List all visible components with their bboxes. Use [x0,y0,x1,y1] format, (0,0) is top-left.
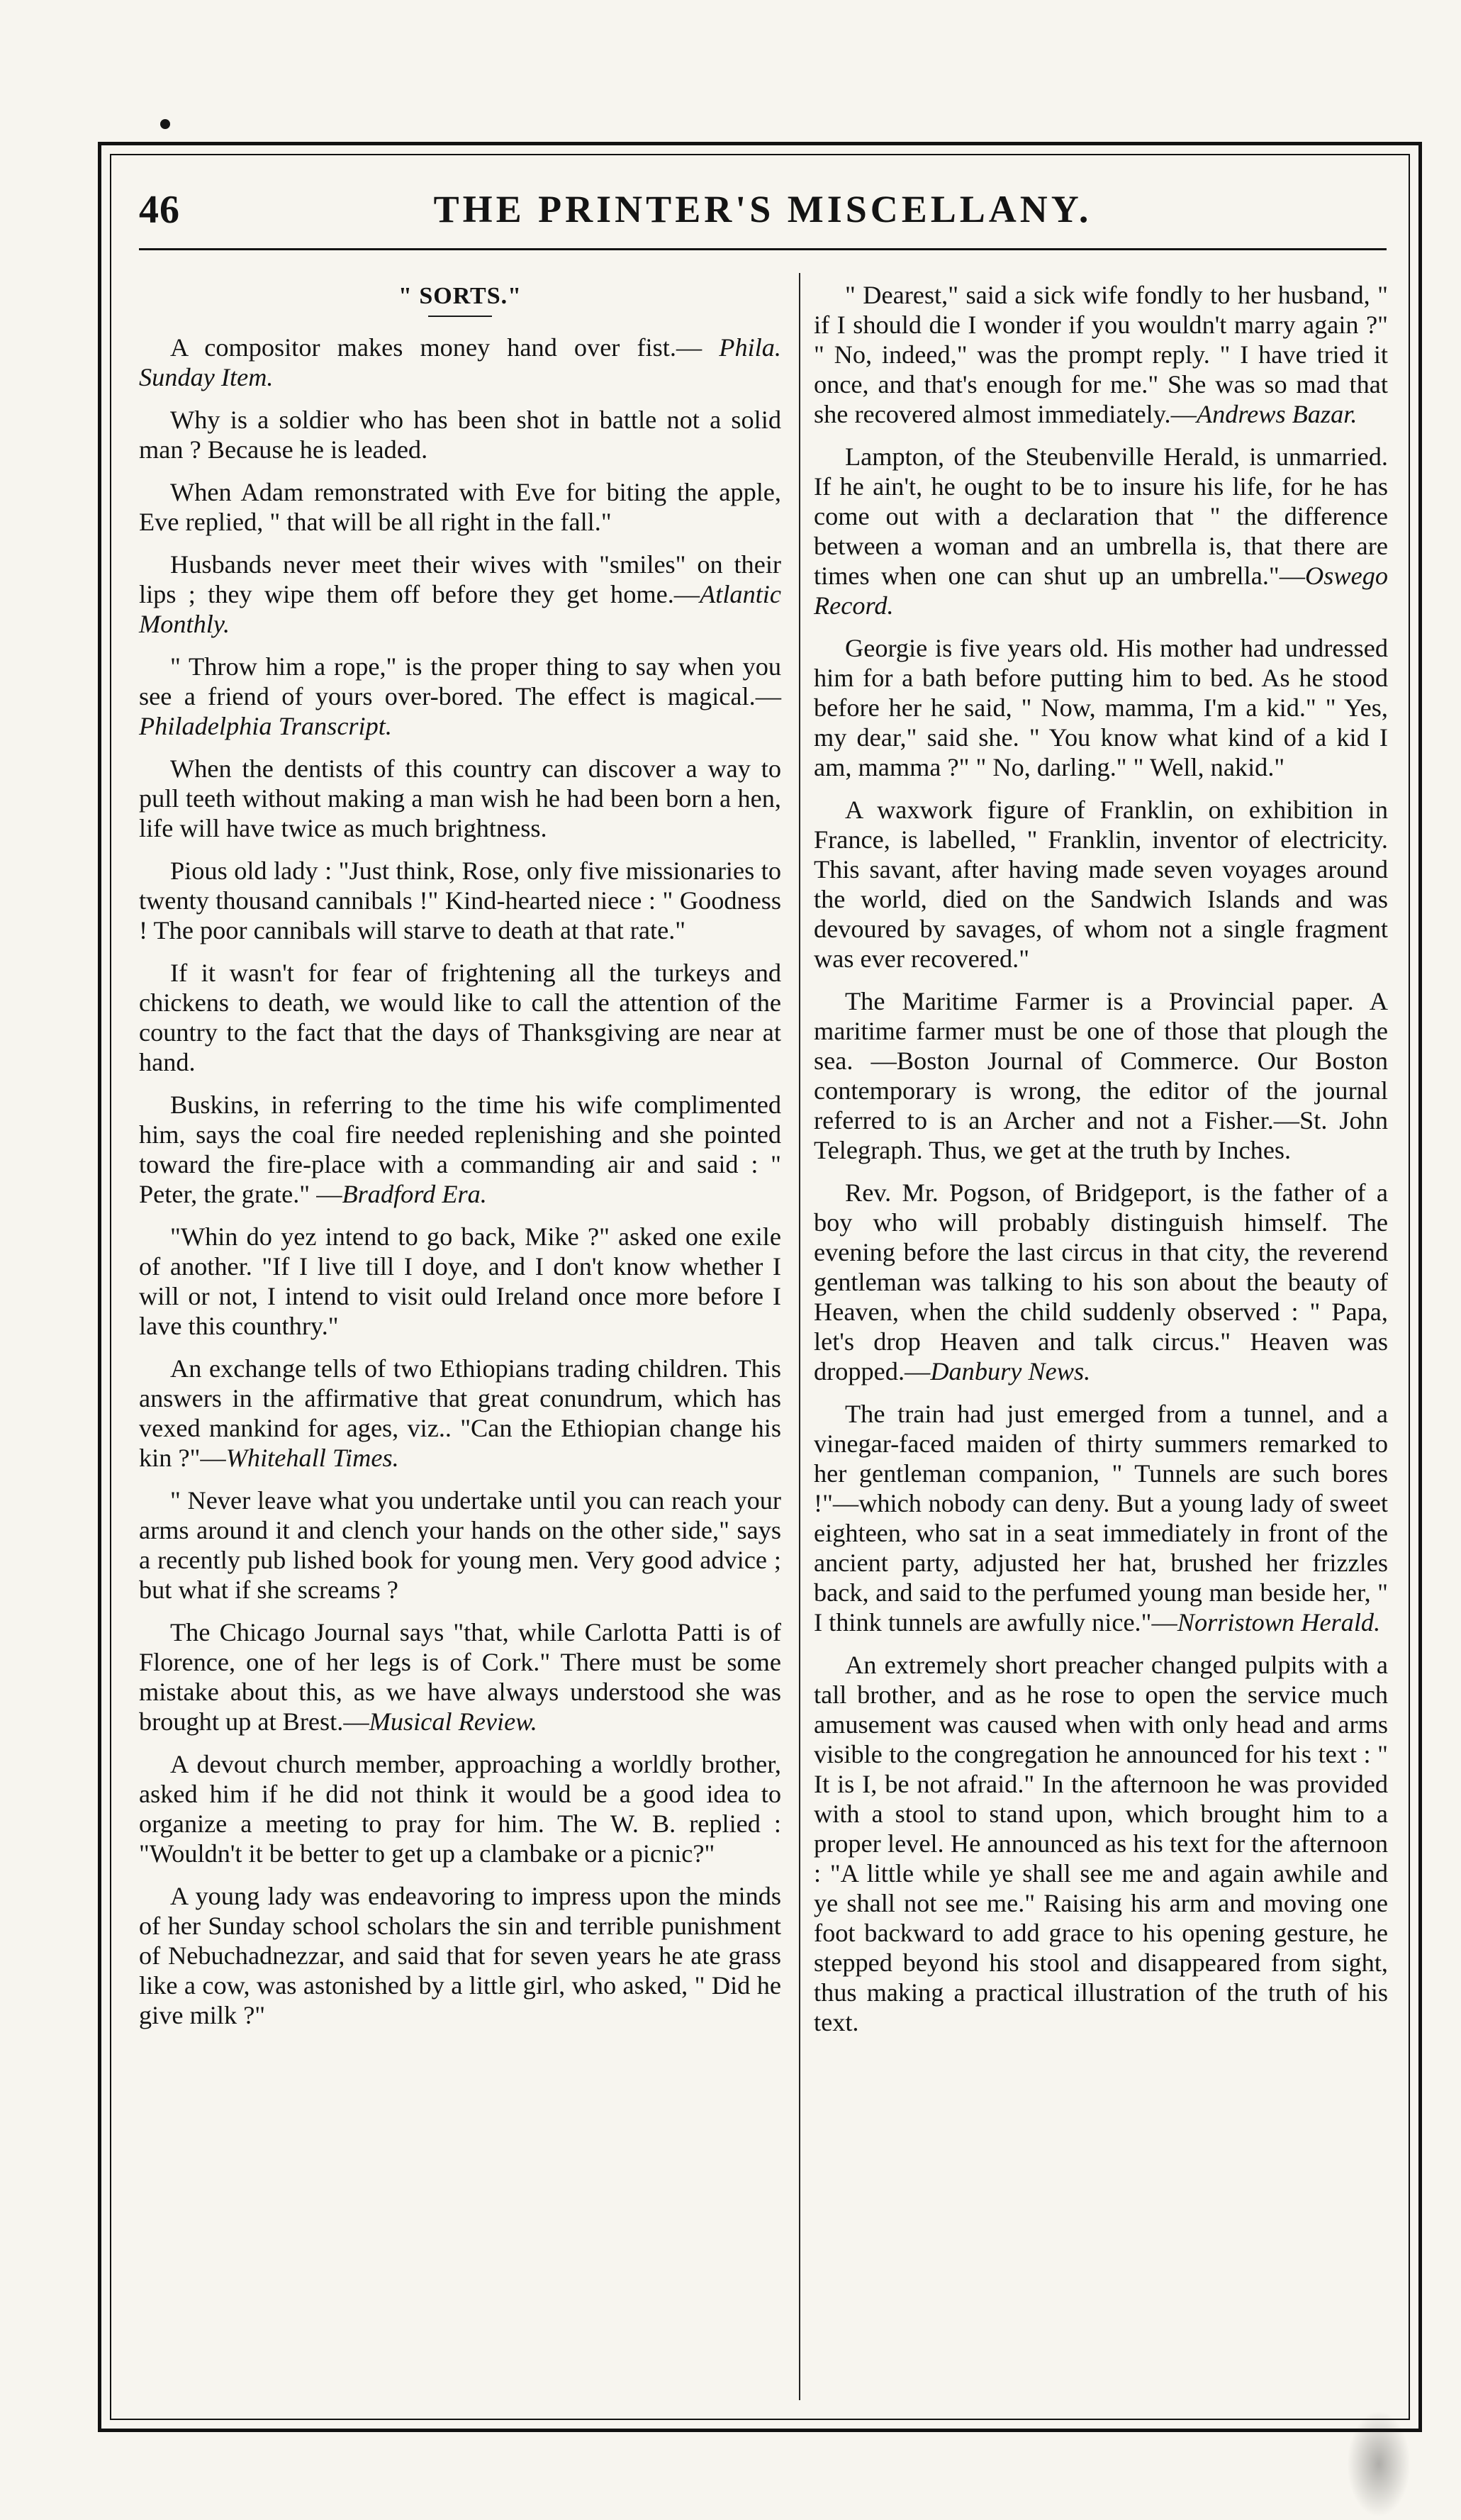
paragraph: Rev. Mr. Pogson, of Bridgeport, is the father of a boy who will probably distinguish himself. The evening before the last circus in that city, the reverend gentleman was talking to his son about the beauty of Heaven, when the child suddenly observed : " Papa, let's drop Heaven and talk circus." Heaven was dropped.—Danbury News. [814,1178,1388,1386]
paragraph: An exchange tells of two Ethiopians trading children. This answers in the affirmative that great conundrum, which has vexed mankind for ages, viz.. "Can the Ethiopian change his kin ?"—Whitehall Times. [139,1354,781,1472]
paragraph: Why is a soldier who has been shot in battle not a solid man ? Because he is leaded. [139,406,781,464]
paragraph: When the dentists of this country can discover a way to pull teeth without making a man wish he had been born a hen, life will have twice as much brightness. [139,754,781,842]
paragraph: Lampton, of the Steubenville Herald, is unmarried. If he ain't, he ought to be to insure his life, for he has come out with a declaration that " the difference between a woman and an umbrella is, that there are times when one can shut up an umbrella."—Oswego Record. [814,442,1388,620]
paragraph: A waxwork figure of Franklin, on exhibition in France, is labelled, " Franklin, inventor of electricity. This savant, after having made seven voyages around the world, died on the Sandwich Islands and was devoured by savages, of whom not a single fragment was ever recovered." [814,796,1388,973]
right-items [814,280,1388,2037]
page-smudge [1347,2411,1411,2517]
paragraph: A compositor makes money hand over fist.— Phila. Sunday Item. [139,333,781,391]
running-head: THE PRINTER'S MISCELLANY. [433,188,1092,230]
paragraph: Buskins, in referring to the time his wife complimented him, says the coal fire needed replenishing and she pointed toward the fire-place with a commanding air and said : " Peter, the grate." —Bradford Era. [139,1091,781,1208]
paragraph: When Adam remonstrated with Eve for biting the apple, Eve replied, " that will be all right in the fall." [139,478,781,536]
paragraph: The Chicago Journal says "that, while Carlotta Patti is of Florence, one of her legs is of Cork." There must be some mistake about this, as we have always understood she was brought up at Brest.—Musical Review. [139,1618,781,1736]
left-column [139,280,781,2043]
paragraph: Georgie is five years old. His mother had undressed him for a bath before putting him to bed. As he stood before her he said, " Now, mamma, I'm a kid." " Yes, my dear," said she. " You know what kind of a kid I am, mamma ?" " No, darling." " Well, nakid." [814,634,1388,781]
paragraph: A devout church member, approaching a worldly brother, asked him if he did not think it would be a good idea to organize a meeting to pray for him. The W. B. replied : "Wouldn't it be better to get up a clambake or a picnic?" [139,1750,781,1868]
ink-dot [160,119,170,129]
title-rule [428,316,492,317]
page-header [139,187,1387,244]
paragraph: The Maritime Farmer is a Provincial paper. A maritime farmer must be one of those that plough the sea. —Boston Journal of Commerce. Our Boston contemporary is wrong, the editor of the journal referred to is an Archer and not a Fisher.—St. John Telegraph. Thus, we get at the truth by Inches. [814,987,1388,1164]
column-divider [799,273,800,2400]
paragraph: If it wasn't for fear of frightening all the turkeys and chickens to death, we would like to call the attention of the country to the fact that the days of Thanksgiving are near at hand. [139,959,781,1076]
page-number: 46 [139,188,180,232]
paragraph: " Never leave what you undertake until you can reach your arms around it and clench your hands on the other side," says a recently pub lished book for young men. Very good advice ; but what if she screams ? [139,1486,781,1604]
section-title: " SORTS." [398,283,522,309]
paragraph: " Throw him a rope," is the proper thing to say when you see a friend of yours over-bored. The effect is magical.—Philadelphia Transcript. [139,652,781,740]
paragraph: Husbands never meet their wives with "smiles" on their lips ; they wipe them off before they get home.—Atlantic Monthly. [139,550,781,638]
paragraph: Pious old lady : "Just think, Rose, only five missionaries to twenty thousand cannibals !" Kind-hearted niece : " Goodness ! The poor cannibals will starve to death at that rate." [139,857,781,944]
paragraph: An extremely short preacher changed pulpits with a tall brother, and as he rose to open the service much amusement was caused when with only head and arms visible to the congregation he announced for his text : " It is I, be not afraid." In the afternoon he was provided with a stool to stand upon, which brought him to a proper level. He announced as his text for the afternoon : "A little while ye shall see me and again awhile and ye shall not see me." Raising his arm and moving one foot backward to add grace to his opening gesture, he stepped beyond his stool and disappeared from sight, thus making a practical illustration of the truth of his text. [814,1651,1388,2036]
paragraph: A young lady was endeavoring to impress upon the minds of her Sunday school scholars the sin and terrible punishment of Nebuchadnezzar, and said that for seven years he ate grass like a cow, was astonished by a little girl, who asked, " Did he give milk ?" [139,1882,781,2029]
paragraph: "Whin do yez intend to go back, Mike ?" asked one exile of another. "If I live till I doye, and I don't know whether I will or not, I intend to visit ould Ireland once more before I lave this counthry." [139,1222,781,1340]
left-items [139,333,781,2030]
paragraph: " Dearest," said a sick wife fondly to her husband, " if I should die I wonder if you wouldn't marry again ?" " No, indeed," was the prompt reply. " I have tried it once, and that's enough for me." She was so mad that she recovered almost immediately.—Andrews Bazar. [814,281,1388,428]
right-column [814,280,1388,2050]
header-rule [139,248,1387,250]
paragraph: The train had just emerged from a tunnel, and a vinegar-faced maiden of thirty summers remarked to her gentleman companion, " Tunnels are such bores !"—which nobody can deny. But a young lady of sweet eighteen, who sat in a seat immediately in front of the ancient party, adjusted her hat, brushed her frizzles back, and said to the perfumed young man beside her, " I think tunnels are awfully nice."—Norristown Herald. [814,1400,1388,1637]
